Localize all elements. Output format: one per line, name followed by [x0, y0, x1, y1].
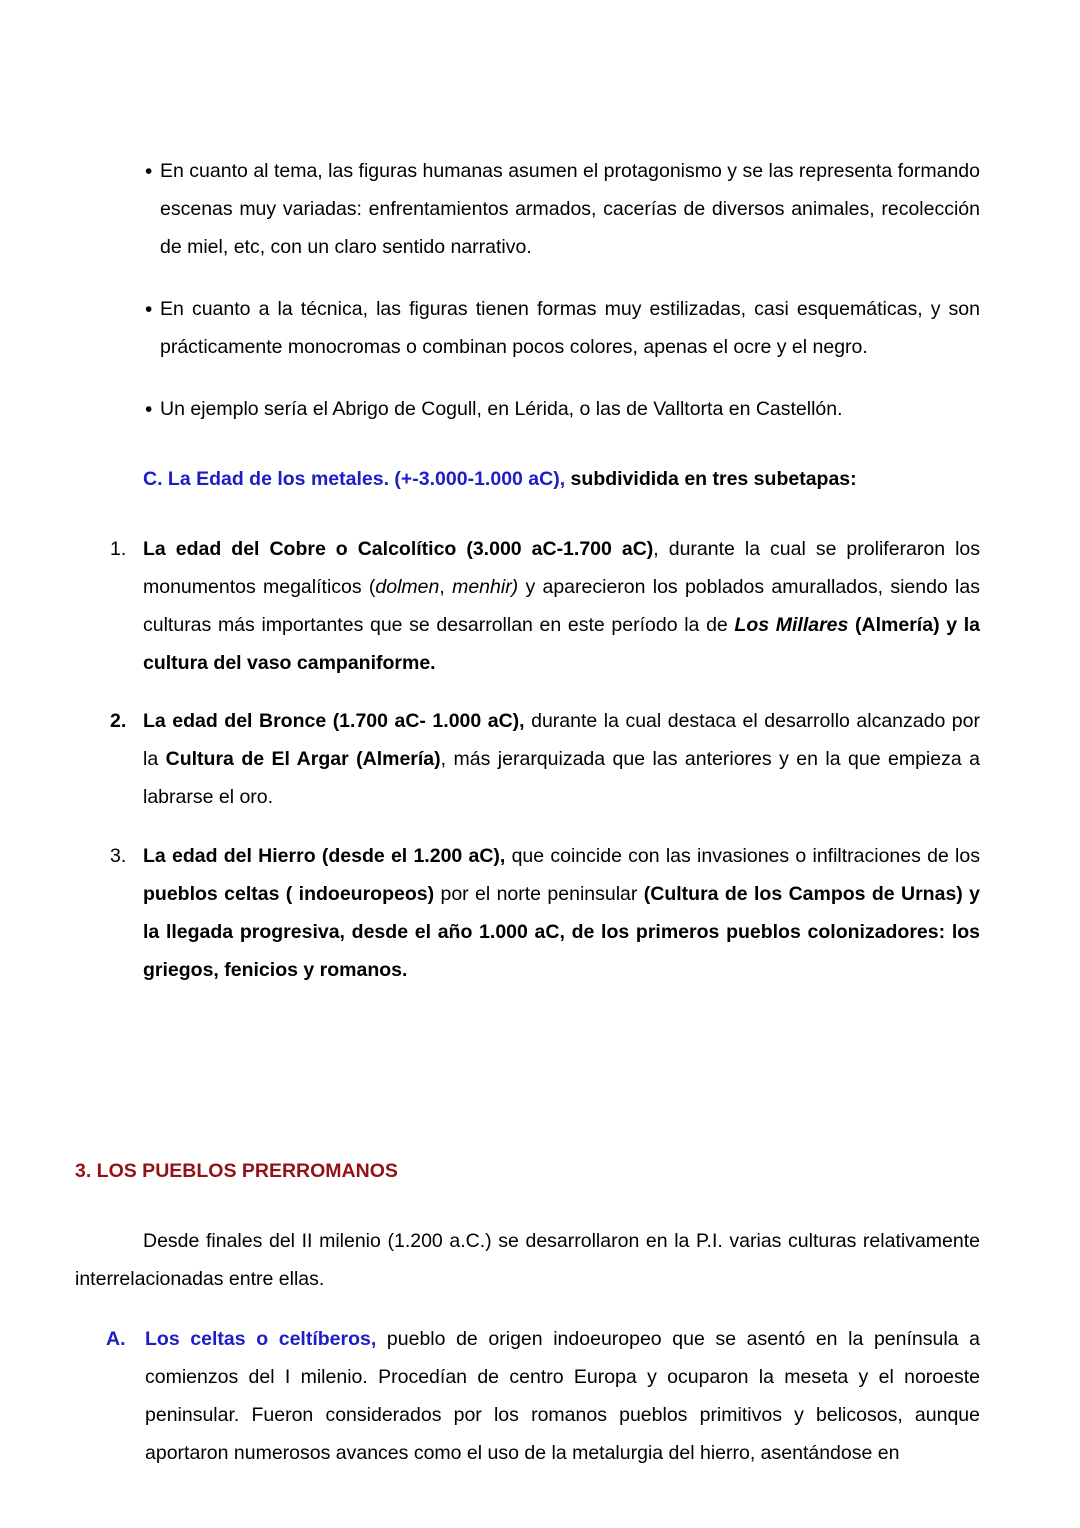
list-letter: A. [106, 1328, 126, 1350]
bullet-text: En cuanto al tema, las figuras humanas asumen el protagonismo y se las representa formando escenas muy variadas: enfrentamientos armados, cacerías de diversos animales, recolección de miel, etc, con un claro sentido narrativo. [160, 160, 980, 258]
numbered-item-iron-age [75, 837, 980, 989]
numbered-item-text: La edad del Hierro (desde el 1.200 aC), que coincide con las invasiones o infiltraciones de los pueblos celtas ( indoeuropeos) por el norte peninsular (Cultura de los Campos de Urnas) y la llegada progresiva, desde el año 1.000 aC, de los primeros pueblos colonizadores: los griegos, fenicios y romanos. [143, 845, 980, 981]
bullet-icon: • [145, 398, 153, 421]
intro-paragraph [75, 1222, 980, 1298]
bullet-icon: • [145, 298, 153, 321]
intro-paragraph-text: Desde finales del II milenio (1.200 a.C.) se desarrollaron en la P.I. varias culturas relativamente interrelacionadas entre ellas. [75, 1230, 980, 1290]
bullet-item [75, 290, 980, 366]
numbered-item-bronze-age [75, 702, 980, 816]
bullet-text: En cuanto a la técnica, las figuras tienen formas muy estilizadas, casi esquemáticas, y son prácticamente monocromas o combinan pocos colores, apenas el ocre y el negro. [160, 298, 980, 358]
bullet-item [75, 390, 980, 428]
numbered-item-text: La edad del Cobre o Calcolítico (3.000 aC-1.700 aC), durante la cual se proliferaron los monumentos megalíticos (dolmen, menhir) y aparecieron los poblados amurallados, siendo las culturas más importantes que se desarrollan en este período la de Los Millares (Almería) y la cultura del vaso campaniforme. [143, 538, 980, 674]
section-heading-metal-age [143, 460, 980, 498]
lettered-item-celtas [75, 1320, 980, 1472]
lettered-item-text: Los celtas o celtíberos, pueblo de origen indoeuropeo que se asentó en la península a comienzos del I milenio. Procedían de centro Europa y ocuparon la meseta y el noroeste peninsular. Fueron considerados por los romanos pueblos primitivos y belicosos, aunque aportaron numerosos avances como el uso de la metalurgia del hierro, asentándose en [145, 1328, 980, 1464]
section-heading-text: C. La Edad de los metales. (+-3.000-1.000 aC), subdividida en tres subetapas: [143, 468, 857, 490]
numbered-item-text: La edad del Bronce (1.700 aC- 1.000 aC), durante la cual destaca el desarrollo alcanzado por la Cultura de El Argar (Almería), más jerarquizada que las anteriores y en la que empieza a labrarse el oro. [143, 710, 980, 808]
bullet-icon: • [145, 160, 153, 183]
numbered-item-copper-age [75, 530, 980, 682]
list-number: 1. [110, 538, 127, 560]
list-number: 3. [110, 845, 127, 867]
list-number: 2. [110, 710, 127, 732]
bullet-text: Un ejemplo sería el Abrigo de Cogull, en Lérida, o las de Valltorta en Castellón. [160, 398, 843, 420]
bullet-item [75, 152, 980, 266]
chapter-heading-pueblos-prerromanos: 3. LOS PUEBLOS PRERROMANOS [75, 1160, 398, 1182]
